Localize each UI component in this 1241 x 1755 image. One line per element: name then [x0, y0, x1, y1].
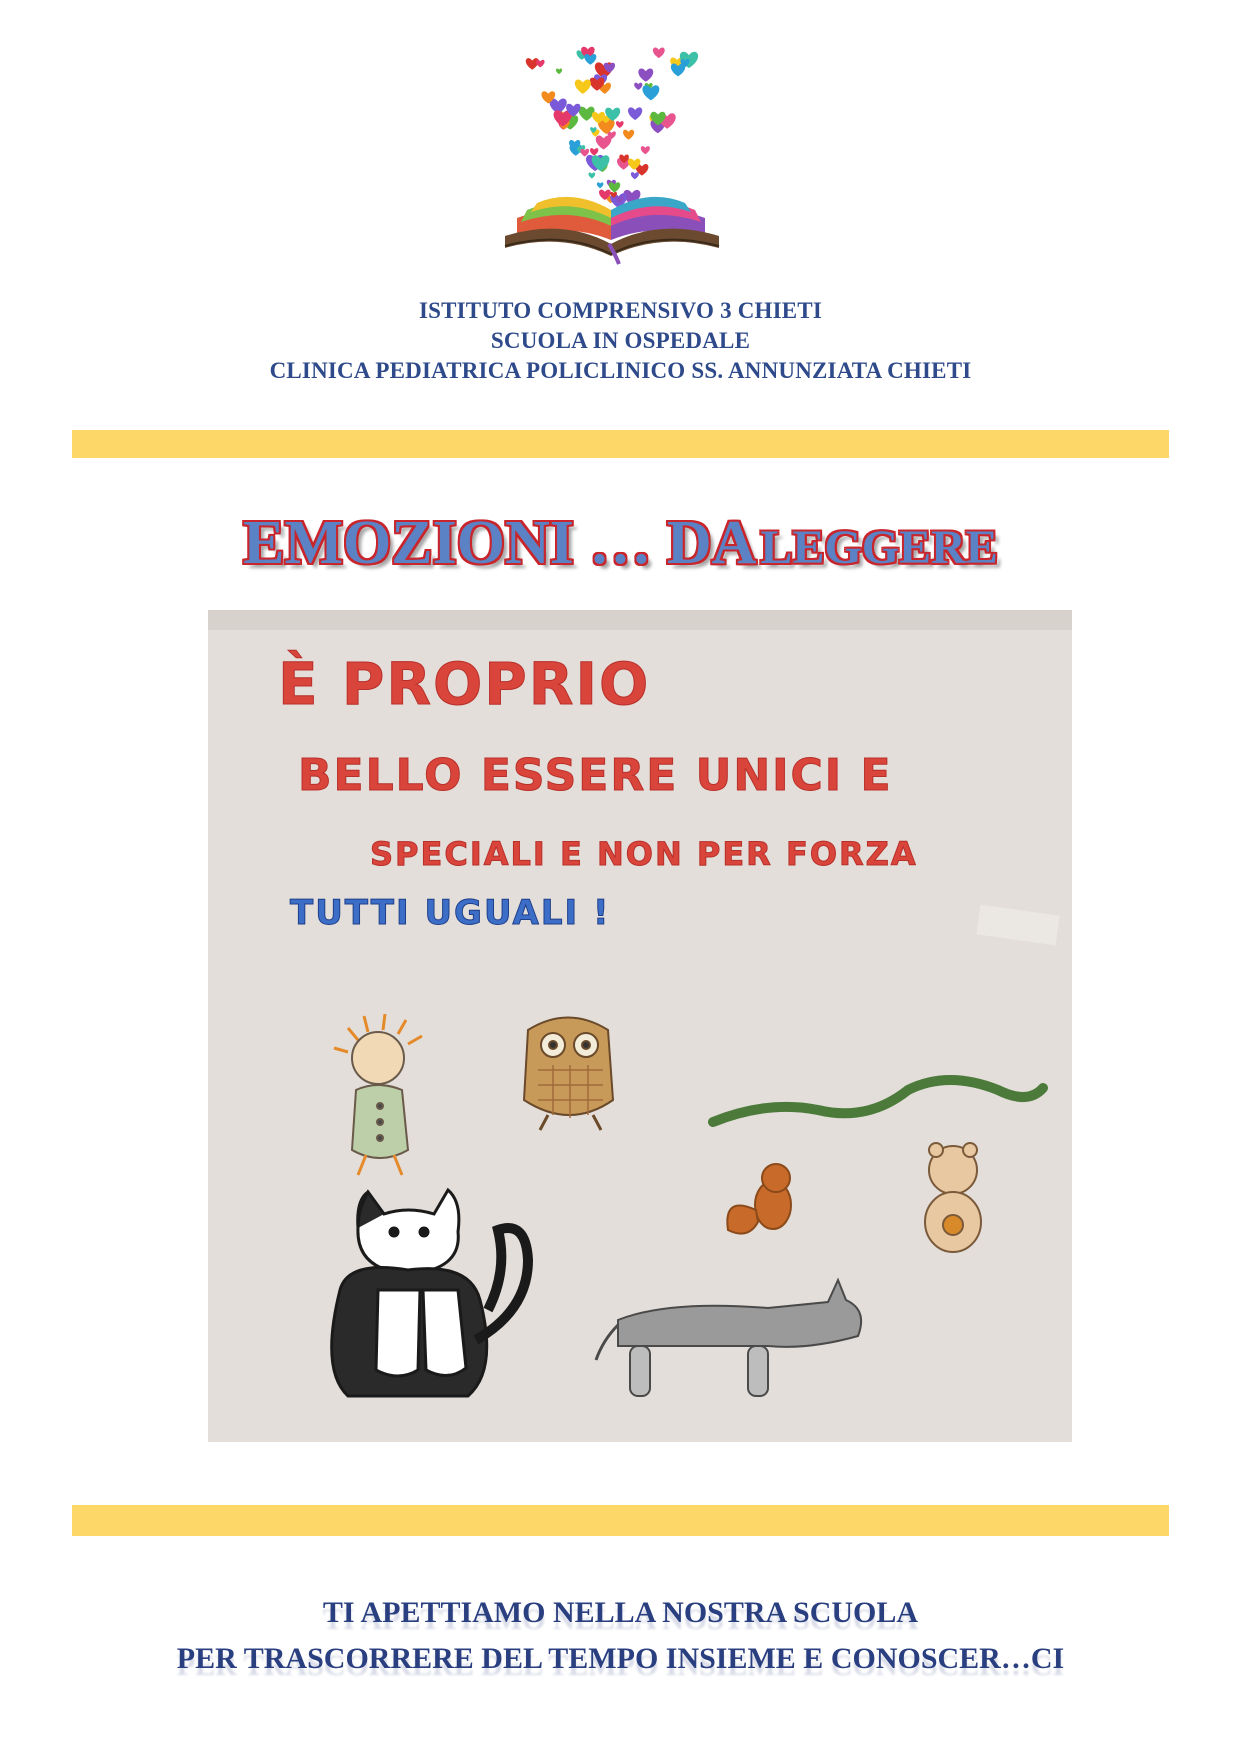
- drawing-text-line-1: È PROPRIO: [278, 650, 651, 718]
- top-divider-bar: [72, 430, 1169, 458]
- title-small: LEGGERE: [760, 521, 998, 574]
- drawing-text-line-2: BELLO ESSERE UNICI E: [298, 750, 893, 801]
- heart-shape: [628, 107, 642, 120]
- heart-shape: [653, 48, 665, 59]
- header-line-3: CLINICA PEDIATRICA POLICLINICO SS. ANNUNZIATA CHIETI: [269, 358, 972, 383]
- heart-shape: [536, 60, 545, 68]
- book-with-hearts-logo: [497, 40, 729, 265]
- drawing-text-line-4: TUTTI UGUALI !: [290, 893, 611, 933]
- footer-message: [0, 1590, 1241, 1682]
- heart-shape: [634, 83, 642, 90]
- bottom-divider-bar: [72, 1505, 1169, 1536]
- heart-shape: [597, 182, 604, 188]
- drawing-text-line-3: SPECIALI E NON PER FORZA: [370, 835, 918, 873]
- header-line-2: SCUOLA IN OSPEDALE: [490, 328, 751, 353]
- heart-shape: [631, 172, 639, 179]
- heart-shape: [638, 68, 653, 81]
- heart-shape: [616, 121, 624, 128]
- heart-shape: [623, 130, 634, 140]
- heart-shape: [575, 79, 591, 93]
- footer-line-2: PER TRASCORRERE DEL TEMPO INSIEME E CONOSCER…CI: [176, 1642, 1065, 1675]
- heart-shape: [590, 148, 598, 155]
- school-header: [0, 296, 1241, 386]
- heart-shape: [596, 135, 612, 149]
- heart-shape: [556, 69, 562, 75]
- page-title: [0, 508, 1241, 579]
- header-line-1: ISTITUTO COMPRENSIVO 3 CHIETI: [418, 298, 823, 323]
- heart-shape: [589, 172, 596, 178]
- children-drawing-photo: [208, 610, 1072, 1442]
- footer-line-1: TI APETTIAMO NELLA NOSTRA SCUOLA: [322, 1596, 919, 1629]
- heart-shape: [641, 146, 650, 154]
- title-main: EMOZIONI … DA: [243, 509, 757, 577]
